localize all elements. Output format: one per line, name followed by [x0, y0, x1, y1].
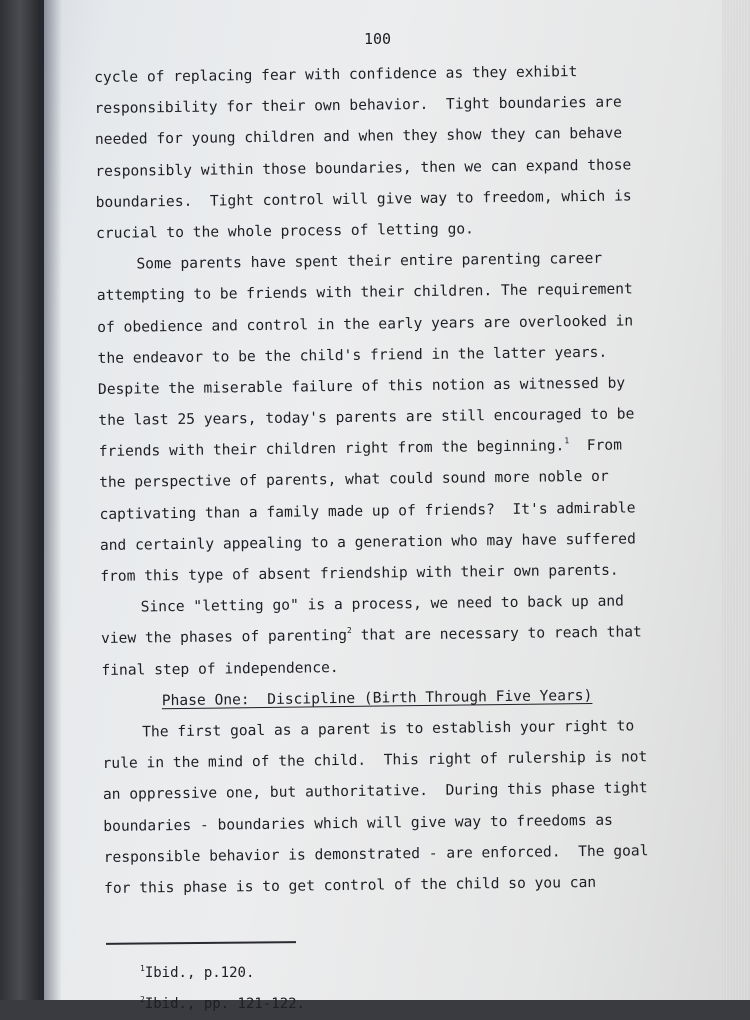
footnote-ref-1: 1 [564, 436, 570, 446]
text-line: the endeavor to be the child's friend in the latter years. [97, 343, 608, 367]
text-line: an oppressive one, but authoritative. During this phase tight [102, 779, 648, 804]
text-line: rule in the mind of the child. This right of rulership is not [102, 748, 648, 773]
text-line: Since "letting go" is a process, we need to back up and [140, 592, 624, 616]
text-line: of obedience and control in the early years are overlooked in [97, 311, 634, 336]
text-line: The first goal as a parent is to establish your right to [142, 717, 635, 741]
footnote-mark: 2 [140, 995, 145, 1004]
text-line: from this type of absent friendship with their own parents. [100, 561, 619, 585]
text-line: the perspective of parents, what could sound more noble or [99, 468, 609, 492]
footnote-mark: 1 [140, 964, 145, 973]
text-line: the last 25 years, today's parents are still encouraged to be [98, 405, 635, 430]
page-edges [722, 0, 750, 1000]
footnotes [140, 958, 305, 1020]
text-line: final step of independence. [101, 658, 339, 679]
text-line: responsibly within those boundaries, then we can expand those [95, 156, 632, 180]
text-segment: view the phases of parenting [100, 627, 348, 648]
text-line: needed for young children and when they show they can behave [94, 124, 623, 149]
footnote-2 [140, 989, 305, 1020]
text-line: cycle of replacing fear with confidence as they exhibit [94, 63, 578, 86]
footnote-text: Ibid., p.120. [144, 965, 255, 981]
text-segment: that are necessary to reach that [351, 623, 642, 645]
text-line: boundaries. Tight control will give way to freedom, which is [95, 187, 632, 211]
body-text [94, 55, 684, 904]
text-line: crucial to the whole process of letting go. [95, 220, 474, 242]
text-line: responsible behavior is demonstrated - are enforced. The goal [103, 841, 649, 866]
text-line: captivating than a family made up of friends? It's admirable [99, 499, 636, 523]
footnote-divider [106, 941, 296, 945]
section-heading-text: Phase One: Discipline (Birth Through Five Years) [161, 686, 593, 709]
text-line: Some parents have spent their entire parenting career [136, 249, 603, 273]
book-page [44, 0, 750, 1012]
footnote-1 [140, 958, 305, 989]
spine-shadow [40, 0, 62, 1000]
text-line: boundaries - boundaries which will give way to freedoms as [103, 811, 614, 835]
text-segment: friends with their children right from the beginning. [98, 437, 565, 461]
text-line: Despite the miserable failure of this notion as witnessed by [97, 374, 626, 398]
text-line: attempting to be friends with their children. The requirement [96, 280, 633, 305]
text-line: responsibility for their own behavior. Tight boundaries are [94, 93, 622, 118]
text-segment: From [569, 436, 623, 455]
footnote-ref-2: 2 [346, 626, 352, 636]
text-line: for this phase is to get control of the child so you can [103, 873, 597, 897]
footnote-text: Ibid., pp. 121-122. [144, 996, 305, 1012]
text-line: and certainly appealing to a generation who may have suffered [99, 530, 636, 554]
page-number: 100 [364, 30, 392, 48]
